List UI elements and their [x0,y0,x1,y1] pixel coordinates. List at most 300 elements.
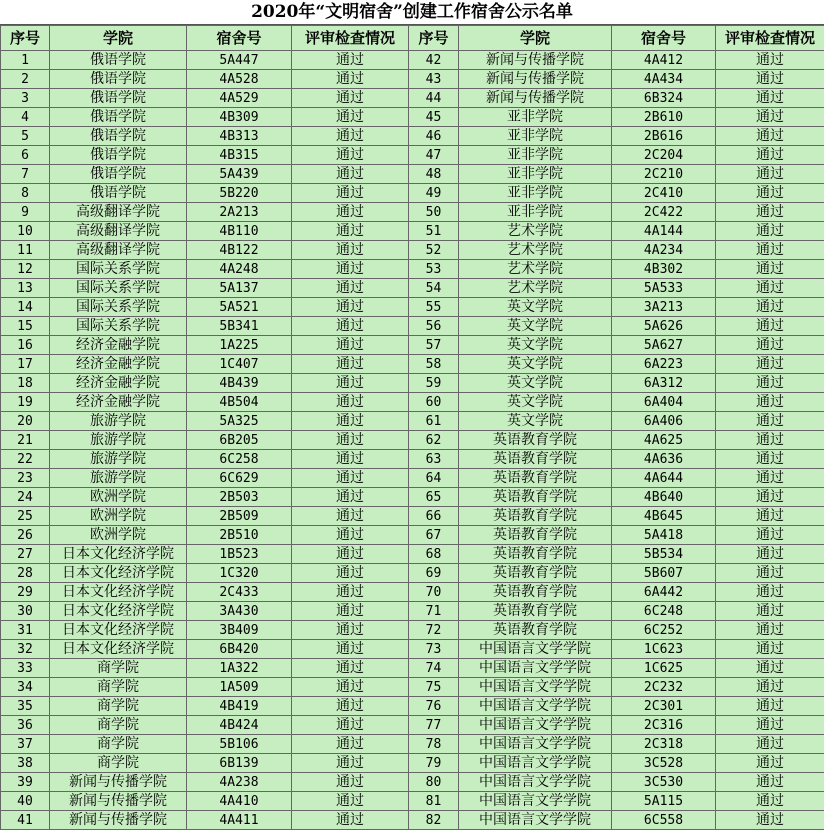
result-cell[interactable]: 通过 [292,203,409,222]
college-cell[interactable]: 中国语言文学学院 [459,792,612,811]
seq-cell[interactable]: 4 [1,108,50,127]
college-cell[interactable]: 亚非学院 [459,146,612,165]
header-result[interactable]: 评审检查情况 [292,26,409,51]
college-cell[interactable]: 俄语学院 [50,146,187,165]
result-cell[interactable]: 通过 [716,773,824,792]
room-cell[interactable]: 4B122 [187,241,292,260]
room-cell[interactable]: 4B504 [187,393,292,412]
result-cell[interactable]: 通过 [716,640,824,659]
room-cell[interactable]: 6A223 [612,355,716,374]
room-cell[interactable]: 4B424 [187,716,292,735]
college-cell[interactable]: 国际关系学院 [50,260,187,279]
seq-cell[interactable]: 79 [409,754,459,773]
result-cell[interactable]: 通过 [716,545,824,564]
result-cell[interactable]: 通过 [292,51,409,70]
seq-cell[interactable]: 77 [409,716,459,735]
result-cell[interactable]: 通过 [716,260,824,279]
seq-cell[interactable]: 78 [409,735,459,754]
result-cell[interactable]: 通过 [292,697,409,716]
result-cell[interactable]: 通过 [716,678,824,697]
room-cell[interactable]: 4A529 [187,89,292,108]
result-cell[interactable]: 通过 [292,70,409,89]
college-cell[interactable]: 英语教育学院 [459,488,612,507]
result-cell[interactable]: 通过 [716,469,824,488]
seq-cell[interactable]: 59 [409,374,459,393]
college-cell[interactable]: 英语教育学院 [459,507,612,526]
room-cell[interactable]: 4A410 [187,792,292,811]
college-cell[interactable]: 英语教育学院 [459,469,612,488]
seq-cell[interactable]: 57 [409,336,459,355]
room-cell[interactable]: 5A533 [612,279,716,298]
seq-cell[interactable]: 9 [1,203,50,222]
room-cell[interactable]: 4B315 [187,146,292,165]
college-cell[interactable]: 欧洲学院 [50,507,187,526]
seq-cell[interactable]: 15 [1,317,50,336]
result-cell[interactable]: 通过 [292,773,409,792]
college-cell[interactable]: 英语教育学院 [459,431,612,450]
room-cell[interactable]: 1C407 [187,355,292,374]
seq-cell[interactable]: 31 [1,621,50,640]
college-cell[interactable]: 旅游学院 [50,469,187,488]
college-cell[interactable]: 英文学院 [459,298,612,317]
result-cell[interactable]: 通过 [716,697,824,716]
college-cell[interactable]: 英文学院 [459,317,612,336]
seq-cell[interactable]: 61 [409,412,459,431]
college-cell[interactable]: 俄语学院 [50,165,187,184]
seq-cell[interactable]: 50 [409,203,459,222]
seq-cell[interactable]: 73 [409,640,459,659]
result-cell[interactable]: 通过 [292,602,409,621]
room-cell[interactable]: 5A447 [187,51,292,70]
seq-cell[interactable]: 38 [1,754,50,773]
result-cell[interactable]: 通过 [292,469,409,488]
result-cell[interactable]: 通过 [716,51,824,70]
result-cell[interactable]: 通过 [716,336,824,355]
room-cell[interactable]: 5A115 [612,792,716,811]
room-cell[interactable]: 1B523 [187,545,292,564]
result-cell[interactable]: 通过 [716,127,824,146]
result-cell[interactable]: 通过 [292,488,409,507]
result-cell[interactable]: 通过 [716,298,824,317]
result-cell[interactable]: 通过 [292,146,409,165]
room-cell[interactable]: 6A404 [612,393,716,412]
result-cell[interactable]: 通过 [292,564,409,583]
seq-cell[interactable]: 41 [1,811,50,830]
header-result[interactable]: 评审检查情况 [716,26,824,51]
seq-cell[interactable]: 27 [1,545,50,564]
seq-cell[interactable]: 18 [1,374,50,393]
college-cell[interactable]: 俄语学院 [50,70,187,89]
room-cell[interactable]: 3B409 [187,621,292,640]
seq-cell[interactable]: 54 [409,279,459,298]
seq-cell[interactable]: 56 [409,317,459,336]
college-cell[interactable]: 中国语言文学学院 [459,697,612,716]
seq-cell[interactable]: 17 [1,355,50,374]
seq-cell[interactable]: 45 [409,108,459,127]
college-cell[interactable]: 新闻与传播学院 [459,51,612,70]
result-cell[interactable]: 通过 [292,393,409,412]
seq-cell[interactable]: 7 [1,165,50,184]
seq-cell[interactable]: 68 [409,545,459,564]
result-cell[interactable]: 通过 [716,165,824,184]
college-cell[interactable]: 旅游学院 [50,412,187,431]
seq-cell[interactable]: 11 [1,241,50,260]
college-cell[interactable]: 新闻与传播学院 [50,773,187,792]
seq-cell[interactable]: 26 [1,526,50,545]
seq-cell[interactable]: 1 [1,51,50,70]
college-cell[interactable]: 国际关系学院 [50,317,187,336]
room-cell[interactable]: 4A144 [612,222,716,241]
room-cell[interactable]: 6C258 [187,450,292,469]
college-cell[interactable]: 旅游学院 [50,431,187,450]
room-cell[interactable]: 4B439 [187,374,292,393]
room-cell[interactable]: 6C629 [187,469,292,488]
seq-cell[interactable]: 69 [409,564,459,583]
room-cell[interactable]: 1C623 [612,640,716,659]
result-cell[interactable]: 通过 [292,716,409,735]
result-cell[interactable]: 通过 [716,146,824,165]
header-room[interactable]: 宿舍号 [187,26,292,51]
college-cell[interactable]: 新闻与传播学院 [50,811,187,830]
result-cell[interactable]: 通过 [292,374,409,393]
header-seq[interactable]: 序号 [409,26,459,51]
seq-cell[interactable]: 25 [1,507,50,526]
seq-cell[interactable]: 70 [409,583,459,602]
college-cell[interactable]: 英文学院 [459,336,612,355]
seq-cell[interactable]: 5 [1,127,50,146]
room-cell[interactable]: 3A213 [612,298,716,317]
result-cell[interactable]: 通过 [716,621,824,640]
room-cell[interactable]: 1C625 [612,659,716,678]
seq-cell[interactable]: 72 [409,621,459,640]
seq-cell[interactable]: 76 [409,697,459,716]
result-cell[interactable]: 通过 [716,108,824,127]
college-cell[interactable]: 经济金融学院 [50,393,187,412]
seq-cell[interactable]: 40 [1,792,50,811]
college-cell[interactable]: 经济金融学院 [50,355,187,374]
result-cell[interactable]: 通过 [292,108,409,127]
result-cell[interactable]: 通过 [292,450,409,469]
college-cell[interactable]: 英文学院 [459,412,612,431]
result-cell[interactable]: 通过 [292,754,409,773]
college-cell[interactable]: 国际关系学院 [50,298,187,317]
college-cell[interactable]: 高级翻译学院 [50,222,187,241]
seq-cell[interactable]: 24 [1,488,50,507]
room-cell[interactable]: 2C316 [612,716,716,735]
result-cell[interactable]: 通过 [292,165,409,184]
seq-cell[interactable]: 64 [409,469,459,488]
seq-cell[interactable]: 33 [1,659,50,678]
seq-cell[interactable]: 21 [1,431,50,450]
result-cell[interactable]: 通过 [292,545,409,564]
result-cell[interactable]: 通过 [292,735,409,754]
room-cell[interactable]: 4B302 [612,260,716,279]
result-cell[interactable]: 通过 [716,716,824,735]
room-cell[interactable]: 5A325 [187,412,292,431]
room-cell[interactable]: 1A225 [187,336,292,355]
seq-cell[interactable]: 19 [1,393,50,412]
college-cell[interactable]: 新闻与传播学院 [459,70,612,89]
seq-cell[interactable]: 51 [409,222,459,241]
result-cell[interactable]: 通过 [292,640,409,659]
seq-cell[interactable]: 55 [409,298,459,317]
result-cell[interactable]: 通过 [716,317,824,336]
college-cell[interactable]: 俄语学院 [50,51,187,70]
room-cell[interactable]: 6A442 [612,583,716,602]
room-cell[interactable]: 2C204 [612,146,716,165]
college-cell[interactable]: 英语教育学院 [459,564,612,583]
room-cell[interactable]: 6C558 [612,811,716,830]
result-cell[interactable]: 通过 [716,754,824,773]
seq-cell[interactable]: 35 [1,697,50,716]
college-cell[interactable]: 英语教育学院 [459,583,612,602]
seq-cell[interactable]: 67 [409,526,459,545]
seq-cell[interactable]: 46 [409,127,459,146]
room-cell[interactable]: 4A411 [187,811,292,830]
seq-cell[interactable]: 71 [409,602,459,621]
room-cell[interactable]: 4A644 [612,469,716,488]
college-cell[interactable]: 欧洲学院 [50,488,187,507]
seq-cell[interactable]: 23 [1,469,50,488]
college-cell[interactable]: 中国语言文学学院 [459,735,612,754]
header-college[interactable]: 学院 [50,26,187,51]
college-cell[interactable]: 亚非学院 [459,108,612,127]
room-cell[interactable]: 3C530 [612,773,716,792]
room-cell[interactable]: 4B640 [612,488,716,507]
college-cell[interactable]: 日本文化经济学院 [50,640,187,659]
college-cell[interactable]: 英语教育学院 [459,621,612,640]
header-room[interactable]: 宿舍号 [612,26,716,51]
result-cell[interactable]: 通过 [716,488,824,507]
seq-cell[interactable]: 39 [1,773,50,792]
seq-cell[interactable]: 42 [409,51,459,70]
seq-cell[interactable]: 52 [409,241,459,260]
room-cell[interactable]: 4A412 [612,51,716,70]
seq-cell[interactable]: 60 [409,393,459,412]
result-cell[interactable]: 通过 [292,184,409,203]
seq-cell[interactable]: 37 [1,735,50,754]
college-cell[interactable]: 国际关系学院 [50,279,187,298]
result-cell[interactable]: 通过 [716,583,824,602]
college-cell[interactable]: 亚非学院 [459,127,612,146]
seq-cell[interactable]: 75 [409,678,459,697]
room-cell[interactable]: 1C320 [187,564,292,583]
result-cell[interactable]: 通过 [716,412,824,431]
result-cell[interactable]: 通过 [292,241,409,260]
room-cell[interactable]: 4B313 [187,127,292,146]
room-cell[interactable]: 6C248 [612,602,716,621]
college-cell[interactable]: 亚非学院 [459,203,612,222]
room-cell[interactable]: 4B419 [187,697,292,716]
result-cell[interactable]: 通过 [292,260,409,279]
result-cell[interactable]: 通过 [292,811,409,830]
room-cell[interactable]: 5A627 [612,336,716,355]
result-cell[interactable]: 通过 [292,222,409,241]
room-cell[interactable]: 5A439 [187,165,292,184]
seq-cell[interactable]: 36 [1,716,50,735]
seq-cell[interactable]: 32 [1,640,50,659]
result-cell[interactable]: 通过 [292,279,409,298]
seq-cell[interactable]: 80 [409,773,459,792]
result-cell[interactable]: 通过 [292,678,409,697]
seq-cell[interactable]: 58 [409,355,459,374]
room-cell[interactable]: 2C318 [612,735,716,754]
result-cell[interactable]: 通过 [716,70,824,89]
college-cell[interactable]: 旅游学院 [50,450,187,469]
room-cell[interactable]: 5A521 [187,298,292,317]
seq-cell[interactable]: 13 [1,279,50,298]
college-cell[interactable]: 英语教育学院 [459,545,612,564]
room-cell[interactable]: 2C232 [612,678,716,697]
room-cell[interactable]: 2C410 [612,184,716,203]
seq-cell[interactable]: 34 [1,678,50,697]
college-cell[interactable]: 英语教育学院 [459,450,612,469]
college-cell[interactable]: 商学院 [50,735,187,754]
seq-cell[interactable]: 2 [1,70,50,89]
room-cell[interactable]: 2A213 [187,203,292,222]
college-cell[interactable]: 商学院 [50,754,187,773]
college-cell[interactable]: 英文学院 [459,374,612,393]
seq-cell[interactable]: 16 [1,336,50,355]
room-cell[interactable]: 5B534 [612,545,716,564]
room-cell[interactable]: 6B205 [187,431,292,450]
result-cell[interactable]: 通过 [716,355,824,374]
room-cell[interactable]: 6A406 [612,412,716,431]
college-cell[interactable]: 亚非学院 [459,184,612,203]
seq-cell[interactable]: 48 [409,165,459,184]
result-cell[interactable]: 通过 [716,735,824,754]
room-cell[interactable]: 4A528 [187,70,292,89]
college-cell[interactable]: 经济金融学院 [50,336,187,355]
college-cell[interactable]: 中国语言文学学院 [459,754,612,773]
room-cell[interactable]: 2B510 [187,526,292,545]
room-cell[interactable]: 5A418 [612,526,716,545]
result-cell[interactable]: 通过 [292,526,409,545]
room-cell[interactable]: 1A509 [187,678,292,697]
room-cell[interactable]: 2C433 [187,583,292,602]
room-cell[interactable]: 4A636 [612,450,716,469]
college-cell[interactable]: 亚非学院 [459,165,612,184]
room-cell[interactable]: 3A430 [187,602,292,621]
seq-cell[interactable]: 8 [1,184,50,203]
room-cell[interactable]: 4B309 [187,108,292,127]
result-cell[interactable]: 通过 [292,659,409,678]
seq-cell[interactable]: 74 [409,659,459,678]
room-cell[interactable]: 5B106 [187,735,292,754]
college-cell[interactable]: 商学院 [50,716,187,735]
college-cell[interactable]: 艺术学院 [459,222,612,241]
result-cell[interactable]: 通过 [716,241,824,260]
result-cell[interactable]: 通过 [292,621,409,640]
seq-cell[interactable]: 6 [1,146,50,165]
college-cell[interactable]: 中国语言文学学院 [459,659,612,678]
college-cell[interactable]: 新闻与传播学院 [50,792,187,811]
college-cell[interactable]: 高级翻译学院 [50,203,187,222]
result-cell[interactable]: 通过 [716,507,824,526]
seq-cell[interactable]: 82 [409,811,459,830]
seq-cell[interactable]: 10 [1,222,50,241]
header-college[interactable]: 学院 [459,26,612,51]
room-cell[interactable]: 5B220 [187,184,292,203]
college-cell[interactable]: 中国语言文学学院 [459,716,612,735]
room-cell[interactable]: 2B509 [187,507,292,526]
seq-cell[interactable]: 22 [1,450,50,469]
room-cell[interactable]: 4A434 [612,70,716,89]
result-cell[interactable]: 通过 [716,450,824,469]
result-cell[interactable]: 通过 [716,564,824,583]
room-cell[interactable]: 2B616 [612,127,716,146]
college-cell[interactable]: 艺术学院 [459,260,612,279]
result-cell[interactable]: 通过 [716,393,824,412]
college-cell[interactable]: 日本文化经济学院 [50,564,187,583]
seq-cell[interactable]: 47 [409,146,459,165]
college-cell[interactable]: 俄语学院 [50,127,187,146]
room-cell[interactable]: 2C422 [612,203,716,222]
result-cell[interactable]: 通过 [716,526,824,545]
college-cell[interactable]: 俄语学院 [50,108,187,127]
result-cell[interactable]: 通过 [716,374,824,393]
result-cell[interactable]: 通过 [716,431,824,450]
college-cell[interactable]: 俄语学院 [50,89,187,108]
result-cell[interactable]: 通过 [716,602,824,621]
college-cell[interactable]: 欧洲学院 [50,526,187,545]
college-cell[interactable]: 日本文化经济学院 [50,621,187,640]
seq-cell[interactable]: 12 [1,260,50,279]
room-cell[interactable]: 5B341 [187,317,292,336]
college-cell[interactable]: 商学院 [50,678,187,697]
room-cell[interactable]: 6C252 [612,621,716,640]
result-cell[interactable]: 通过 [292,298,409,317]
result-cell[interactable]: 通过 [716,279,824,298]
seq-cell[interactable]: 20 [1,412,50,431]
result-cell[interactable]: 通过 [716,222,824,241]
result-cell[interactable]: 通过 [292,317,409,336]
result-cell[interactable]: 通过 [716,659,824,678]
college-cell[interactable]: 英语教育学院 [459,526,612,545]
college-cell[interactable]: 经济金融学院 [50,374,187,393]
seq-cell[interactable]: 29 [1,583,50,602]
header-seq[interactable]: 序号 [1,26,50,51]
result-cell[interactable]: 通过 [716,811,824,830]
room-cell[interactable]: 4A248 [187,260,292,279]
result-cell[interactable]: 通过 [292,583,409,602]
result-cell[interactable]: 通过 [716,89,824,108]
college-cell[interactable]: 商学院 [50,697,187,716]
college-cell[interactable]: 商学院 [50,659,187,678]
college-cell[interactable]: 艺术学院 [459,279,612,298]
room-cell[interactable]: 2C301 [612,697,716,716]
room-cell[interactable]: 4A238 [187,773,292,792]
college-cell[interactable]: 英文学院 [459,355,612,374]
result-cell[interactable]: 通过 [716,203,824,222]
room-cell[interactable]: 4B645 [612,507,716,526]
room-cell[interactable]: 3C528 [612,754,716,773]
room-cell[interactable]: 2B610 [612,108,716,127]
room-cell[interactable]: 2C210 [612,165,716,184]
room-cell[interactable]: 5A626 [612,317,716,336]
room-cell[interactable]: 5B607 [612,564,716,583]
seq-cell[interactable]: 49 [409,184,459,203]
result-cell[interactable]: 通过 [292,336,409,355]
seq-cell[interactable]: 30 [1,602,50,621]
room-cell[interactable]: 6B139 [187,754,292,773]
result-cell[interactable]: 通过 [292,507,409,526]
room-cell[interactable]: 4A625 [612,431,716,450]
seq-cell[interactable]: 43 [409,70,459,89]
college-cell[interactable]: 中国语言文学学院 [459,678,612,697]
result-cell[interactable]: 通过 [292,412,409,431]
college-cell[interactable]: 日本文化经济学院 [50,602,187,621]
